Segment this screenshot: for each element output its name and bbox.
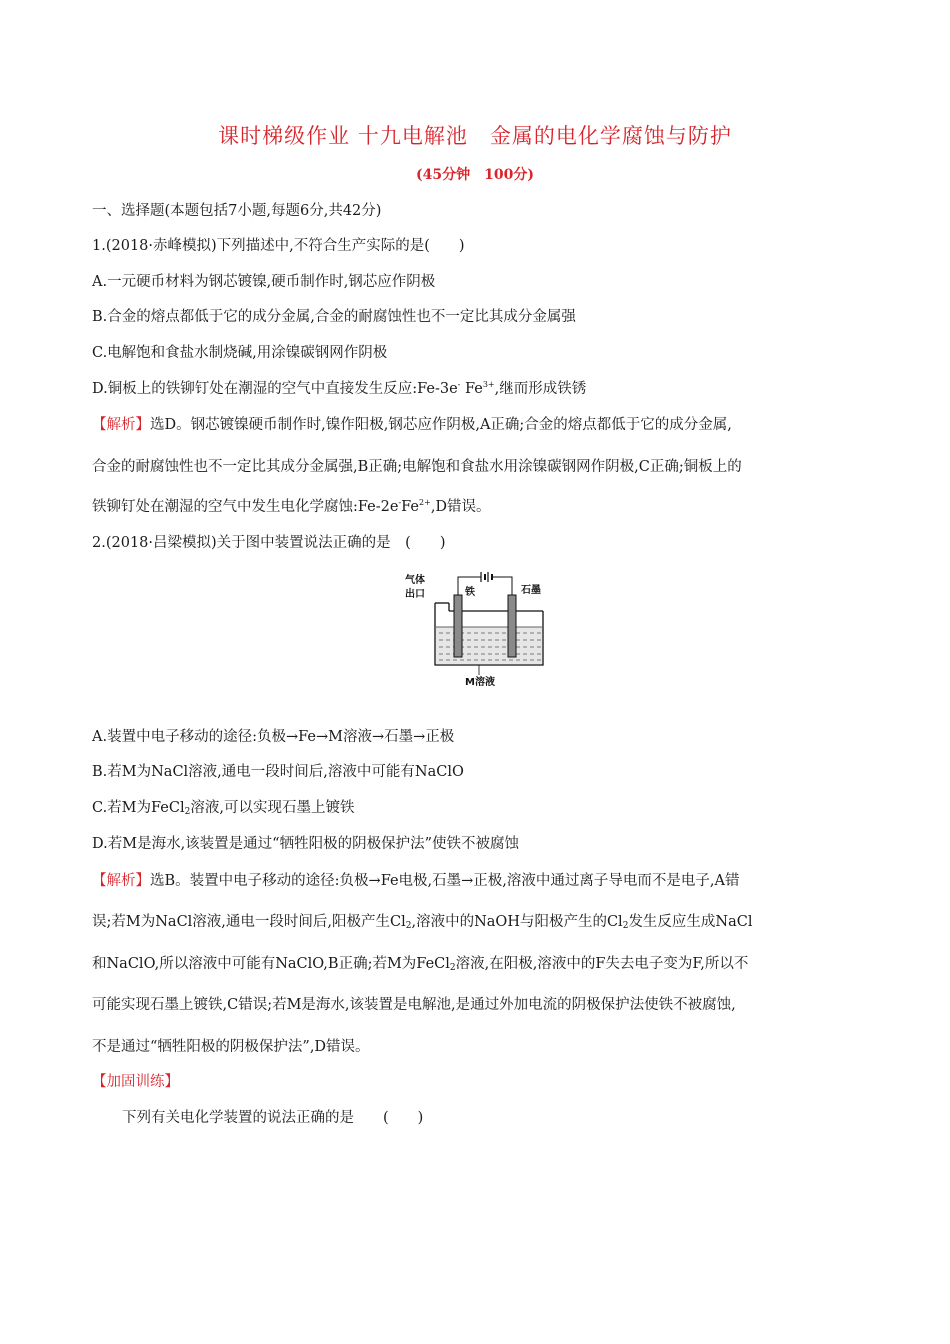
q1-option-c: C.电解饱和食盐水制烧碱,用涂镍碳钢网作阴极 [92,345,388,361]
q1-analysis-line2: 合金的耐腐蚀性也不一定比其成分金属强,B正确;电解饱和食盐水用涂镍碳钢网作阴极,C正确;铜板上的 [92,459,742,475]
q1-option-b: B.合金的熔点都低于它的成分金属,合金的耐腐蚀性也不一定比其成分金属强 [92,309,576,325]
gas-outlet-label-1: 气体 [405,575,425,586]
q1-option-a: A.一元硬币材料为钢芯镀镍,硬币制作时,钢芯应作阴极 [92,274,436,290]
q1-a3-sup1: - [398,498,402,507]
q1-analysis-line3 [92,495,491,516]
q2-a2-mid: ,溶液中的NaOH与阳极产生的Cl [411,914,623,930]
q2-option-c [92,796,354,817]
q2-a3-sub: 2 [449,963,456,973]
q1-option-d [92,377,586,398]
q1-d-sup2: 3+ [482,380,495,389]
q2-a2-sub2: 2 [622,921,629,931]
electrolysis-apparatus-figure [397,569,557,689]
q2-option-b: B.若M为NaCl溶液,通电一段时间后,溶液中可能有NaClO [92,764,464,780]
section-heading: 一、选择题(本题包括7小题,每题6分,共42分) [92,203,382,219]
q1-d-text: D.铜板上的铁铆钉处在潮湿的空气中直接发生反应:Fe-3e [92,381,458,397]
q2-a3-pre: 和NaClO,所以溶液中可能有NaClO,B正确;若M为FeCl [92,956,450,972]
q2-c-post: 溶液,可以实现石墨上镀铁 [190,800,355,816]
solution-label: M溶液 [465,677,495,688]
q2-analysis-tag: 【解析】 [92,873,150,889]
q1-a3-mid: Fe [401,499,420,515]
q2-option-d: D.若M是海水,该装置是通过“牺牲阳极的阴极保护法”使铁不被腐蚀 [92,836,519,852]
q2-analysis-text1: 选B。装置中电子移动的途径:负极→Fe电极,石墨→正极,溶液中通过离子导电而不是电子,A错 [150,873,740,889]
page-title: 课时梯级作业 十九电解池 金属的电化学腐蚀与防护 [218,124,732,148]
q2-c-pre: C.若M为FeCl [92,800,185,816]
q1-analysis-text1: 选D。钢芯镀镍硬币制作时,镍作阳极,钢芯应作阴极,A正确;合金的熔点都低于它的成分金属, [150,417,732,433]
q2-a3-post: 溶液,在阳极,溶液中的F失去电子变为F,所以不 [455,956,749,972]
q1-analysis-line1 [92,413,732,434]
reinforce-tag: 【加固训练】 [92,1074,179,1090]
q2-analysis-line3 [92,952,748,973]
reinforce-stem: 下列有关电化学装置的说法正确的是 ( ) [122,1110,424,1126]
q2-analysis-line1 [92,869,739,890]
q1-stem: 1.(2018·赤峰模拟)下列描述中,不符合生产实际的是( ) [92,238,465,254]
q2-stem: 2.(2018·吕梁模拟)关于图中装置说法正确的是 ( ) [92,535,446,551]
q1-analysis-tag: 【解析】 [92,417,150,433]
page-subtitle: (45分钟 100分) [416,167,534,183]
q1-a3-post: ,D错误。 [430,499,491,515]
q1-a3-pre: 铁铆钉处在潮湿的空气中发生电化学腐蚀:Fe-2e [92,499,399,515]
graphite-electrode [508,595,516,657]
gas-outlet-label-2: 出口 [405,589,425,600]
q1-a3-sup2: 2+ [419,498,431,507]
graphite-label: 石墨 [521,585,541,596]
q2-c-sub: 2 [184,807,191,817]
q1-d-post: ,继而形成铁锈 [494,381,587,397]
q2-analysis-line5: 不是通过“牺牲阳极的阴极保护法”,D错误。 [92,1039,370,1055]
iron-electrode [454,595,462,657]
q2-a2-sub: 2 [405,921,412,931]
q1-d-mid: Fe [460,381,483,397]
q2-analysis-line2 [92,910,753,931]
q2-analysis-line4: 可能实现石墨上镀铁,C错误;若M是海水,该装置是电解池,是通过外加电流的阴极保护法使铁不被腐蚀, [92,997,736,1013]
q2-a2-pre: 误;若M为NaCl溶液,通电一段时间后,阳极产生Cl [92,914,406,930]
q2-option-a: A.装置中电子移动的途径:负极→Fe→M溶液→石墨→正极 [92,729,455,745]
q2-a2-post: 发生反应生成NaCl [628,914,753,930]
iron-label: 铁 [465,587,475,598]
q1-d-sup1: - [457,380,461,389]
